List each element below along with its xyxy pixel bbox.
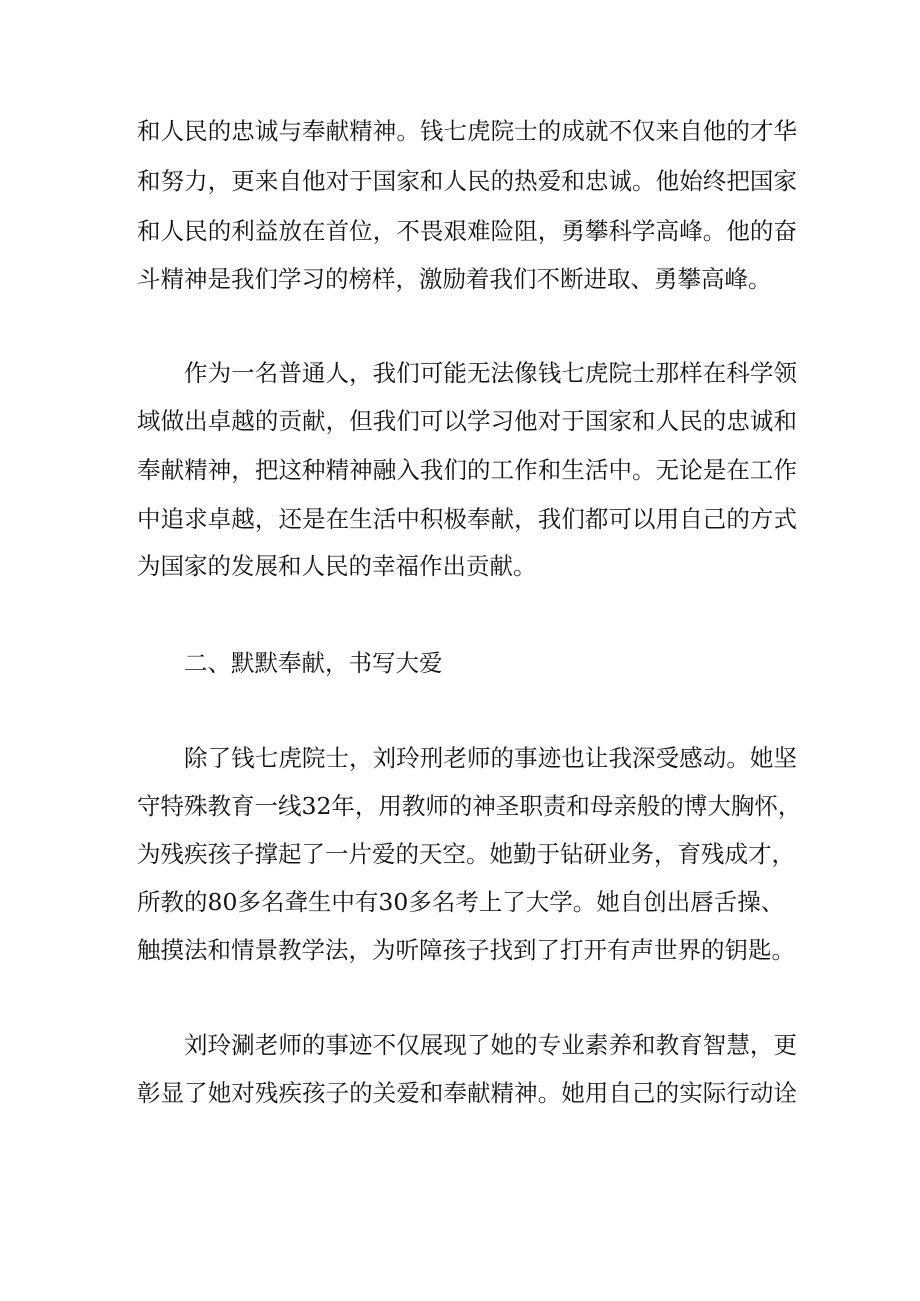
paragraph-4-line-1: 刘玲涮老师的事迹不仅展现了她的专业素养和教育智慧，更 [184, 1031, 797, 1059]
section-heading: 二、默默奉献，书写大爱 [184, 649, 443, 677]
paragraph-2-line-4: 中追求卓越，还是在生活中积极奉献，我们都可以用自己的方式 [137, 505, 797, 533]
paragraph-2-line-3: 奉献精神，把这种精神融入我们的工作和生活中。无论是在工作 [137, 456, 797, 484]
paragraph-1-line-2: 和努力，更来自他对于国家和人民的热爱和忠诚。他始终把国家 [137, 167, 797, 195]
paragraph-2-line-5: 为国家的发展和人民的幸福作出贡献。 [137, 552, 537, 580]
paragraph-1-line-3: 和人民的利益放在首位，不畏艰难险阻，勇攀科学高峰。他的奋 [137, 217, 797, 245]
paragraph-1-line-4: 斗精神是我们学习的榜样，激励着我们不断进取、勇攀高峰。 [137, 265, 772, 293]
paragraph-1-line-1: 和人民的忠诚与奉献精神。钱七虎院士的成就不仅来自他的才华 [137, 117, 797, 145]
paragraph-3-line-3: 为残疾孩子撑起了一片爱的天空。她勤于钻研业务，育残成才， [137, 840, 795, 868]
paragraph-3-line-2: 守特殊教育一线32年，用教师的神圣职责和母亲般的博大胸怀， [137, 792, 802, 820]
paragraph-4-line-2: 彰显了她对残疾孩子的关爱和奉献精神。她用自己的实际行动诠 [137, 1079, 797, 1107]
paragraph-2-line-2: 域做出卓越的贡献，但我们可以学习他对于国家和人民的忠诚和 [137, 407, 797, 435]
paragraph-3-line-4: 所教的80多名聋生中有30多名考上了大学。她自创出唇舌操、 [137, 888, 785, 916]
paragraph-3-line-1: 除了钱七虎院士，刘玲刑老师的事迹也让我深受感动。她坚 [184, 744, 797, 772]
paragraph-2-line-1: 作为一名普通人，我们可能无法像钱七虎院士那样在科学领 [184, 359, 797, 387]
paragraph-3-line-5: 触摸法和情景教学法，为听障孩子找到了打开有声世界的钥匙。 [137, 936, 795, 964]
